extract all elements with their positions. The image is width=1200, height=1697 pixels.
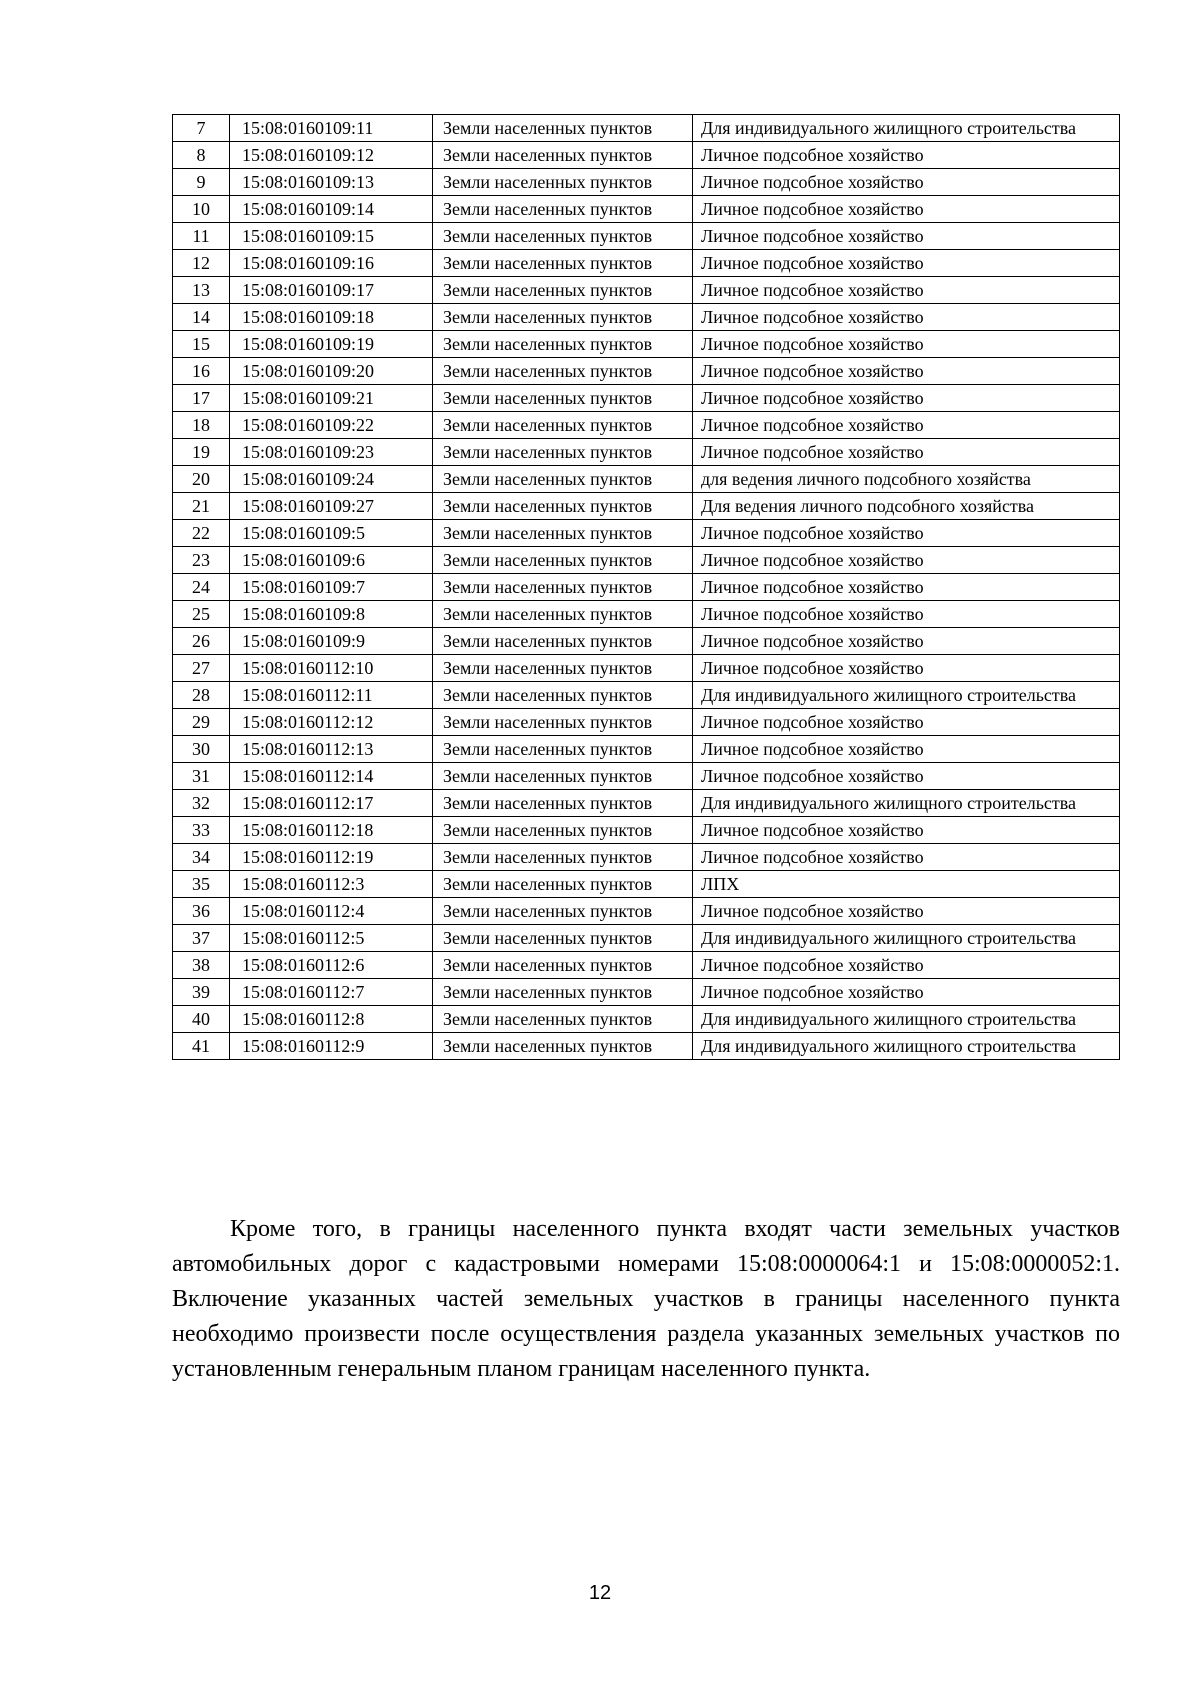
table-row	[173, 520, 1120, 547]
permitted-use-cell: Личное подсобное хозяйство	[693, 736, 1120, 763]
cadastral-number-cell: 15:08:0160112:18	[230, 817, 433, 844]
cadastral-number-cell: 15:08:0160112:13	[230, 736, 433, 763]
row-number-cell: 19	[173, 439, 230, 466]
table-row	[173, 574, 1120, 601]
land-category-cell: Земли населенных пунктов	[433, 844, 693, 871]
row-number-cell: 21	[173, 493, 230, 520]
cadastral-number-cell: 15:08:0160109:19	[230, 331, 433, 358]
table-row	[173, 628, 1120, 655]
row-number-cell: 30	[173, 736, 230, 763]
cadastral-number-cell: 15:08:0160109:20	[230, 358, 433, 385]
row-number-cell: 29	[173, 709, 230, 736]
row-number-cell: 39	[173, 979, 230, 1006]
permitted-use-cell: Личное подсобное хозяйство	[693, 331, 1120, 358]
land-category-cell: Земли населенных пунктов	[433, 898, 693, 925]
land-category-cell: Земли населенных пунктов	[433, 574, 693, 601]
cadastral-number-cell: 15:08:0160109:13	[230, 169, 433, 196]
land-category-cell: Земли населенных пунктов	[433, 277, 693, 304]
land-category-cell: Земли населенных пунктов	[433, 952, 693, 979]
table-row	[173, 142, 1120, 169]
cadastral-number-cell: 15:08:0160109:23	[230, 439, 433, 466]
cadastral-number-cell: 15:08:0160109:22	[230, 412, 433, 439]
permitted-use-cell: Личное подсобное хозяйство	[693, 439, 1120, 466]
row-number-cell: 7	[173, 115, 230, 142]
permitted-use-cell: Для индивидуального жилищного строительства	[693, 682, 1120, 709]
permitted-use-cell: Личное подсобное хозяйство	[693, 763, 1120, 790]
row-number-cell: 11	[173, 223, 230, 250]
table-row	[173, 385, 1120, 412]
land-category-cell: Земли населенных пунктов	[433, 979, 693, 1006]
permitted-use-cell: Личное подсобное хозяйство	[693, 655, 1120, 682]
row-number-cell: 28	[173, 682, 230, 709]
cadastral-number-cell: 15:08:0160109:7	[230, 574, 433, 601]
table-row	[173, 331, 1120, 358]
land-category-cell: Земли населенных пунктов	[433, 493, 693, 520]
row-number-cell: 35	[173, 871, 230, 898]
land-category-cell: Земли населенных пунктов	[433, 817, 693, 844]
table-row	[173, 412, 1120, 439]
table-row	[173, 601, 1120, 628]
permitted-use-cell: для ведения личного подсобного хозяйства	[693, 466, 1120, 493]
permitted-use-cell: Личное подсобное хозяйство	[693, 628, 1120, 655]
page-number: 12	[588, 1582, 612, 1604]
permitted-use-cell: Для ведения личного подсобного хозяйства	[693, 493, 1120, 520]
table-row	[173, 547, 1120, 574]
permitted-use-cell: Личное подсобное хозяйство	[693, 412, 1120, 439]
table-row	[173, 682, 1120, 709]
land-category-cell: Земли населенных пунктов	[433, 142, 693, 169]
permitted-use-cell: Личное подсобное хозяйство	[693, 952, 1120, 979]
cadastral-number-cell: 15:08:0160109:9	[230, 628, 433, 655]
cadastral-number-cell: 15:08:0160109:15	[230, 223, 433, 250]
table-row	[173, 1033, 1120, 1060]
table-row	[173, 952, 1120, 979]
row-number-cell: 20	[173, 466, 230, 493]
cadastral-number-cell: 15:08:0160112:3	[230, 871, 433, 898]
permitted-use-cell: Личное подсобное хозяйство	[693, 250, 1120, 277]
table-row	[173, 250, 1120, 277]
row-number-cell: 37	[173, 925, 230, 952]
land-category-cell: Земли населенных пунктов	[433, 520, 693, 547]
table-row	[173, 169, 1120, 196]
land-category-cell: Земли населенных пунктов	[433, 790, 693, 817]
cadastral-number-cell: 15:08:0160109:16	[230, 250, 433, 277]
permitted-use-cell: Для индивидуального жилищного строительства	[693, 925, 1120, 952]
permitted-use-cell: Личное подсобное хозяйство	[693, 142, 1120, 169]
land-category-cell: Земли населенных пунктов	[433, 628, 693, 655]
row-number-cell: 12	[173, 250, 230, 277]
land-category-cell: Земли населенных пунктов	[433, 466, 693, 493]
cadastral-number-cell: 15:08:0160109:11	[230, 115, 433, 142]
table-row	[173, 763, 1120, 790]
land-category-cell: Земли населенных пунктов	[433, 196, 693, 223]
row-number-cell: 16	[173, 358, 230, 385]
land-category-cell: Земли населенных пунктов	[433, 871, 693, 898]
permitted-use-cell: Личное подсобное хозяйство	[693, 196, 1120, 223]
row-number-cell: 25	[173, 601, 230, 628]
row-number-cell: 40	[173, 1006, 230, 1033]
cadastral-number-cell: 15:08:0160109:6	[230, 547, 433, 574]
land-category-cell: Земли населенных пунктов	[433, 169, 693, 196]
table-row	[173, 439, 1120, 466]
row-number-cell: 38	[173, 952, 230, 979]
permitted-use-cell: Личное подсобное хозяйство	[693, 979, 1120, 1006]
row-number-cell: 41	[173, 1033, 230, 1060]
land-category-cell: Земли населенных пунктов	[433, 331, 693, 358]
cadastral-number-cell: 15:08:0160112:19	[230, 844, 433, 871]
permitted-use-cell: Личное подсобное хозяйство	[693, 817, 1120, 844]
cadastral-number-cell: 15:08:0160109:17	[230, 277, 433, 304]
land-plots-table	[172, 114, 1120, 1060]
table-row	[173, 223, 1120, 250]
row-number-cell: 34	[173, 844, 230, 871]
permitted-use-cell: Личное подсобное хозяйство	[693, 844, 1120, 871]
land-category-cell: Земли населенных пунктов	[433, 250, 693, 277]
permitted-use-cell: Личное подсобное хозяйство	[693, 169, 1120, 196]
row-number-cell: 24	[173, 574, 230, 601]
land-category-cell: Земли населенных пунктов	[433, 709, 693, 736]
permitted-use-cell: Личное подсобное хозяйство	[693, 385, 1120, 412]
row-number-cell: 33	[173, 817, 230, 844]
cadastral-number-cell: 15:08:0160109:12	[230, 142, 433, 169]
permitted-use-cell: Для индивидуального жилищного строительства	[693, 115, 1120, 142]
table-row	[173, 790, 1120, 817]
permitted-use-cell: Личное подсобное хозяйство	[693, 358, 1120, 385]
land-category-cell: Земли населенных пунктов	[433, 547, 693, 574]
table-row	[173, 655, 1120, 682]
permitted-use-cell: ЛПХ	[693, 871, 1120, 898]
table-row	[173, 115, 1120, 142]
cadastral-number-cell: 15:08:0160112:11	[230, 682, 433, 709]
land-category-cell: Земли населенных пунктов	[433, 655, 693, 682]
permitted-use-cell: Личное подсобное хозяйство	[693, 304, 1120, 331]
cadastral-number-cell: 15:08:0160112:9	[230, 1033, 433, 1060]
land-category-cell: Земли населенных пунктов	[433, 115, 693, 142]
permitted-use-cell: Личное подсобное хозяйство	[693, 223, 1120, 250]
row-number-cell: 22	[173, 520, 230, 547]
table-row	[173, 466, 1120, 493]
table-row	[173, 925, 1120, 952]
permitted-use-cell: Личное подсобное хозяйство	[693, 277, 1120, 304]
cadastral-number-cell: 15:08:0160109:8	[230, 601, 433, 628]
cadastral-number-cell: 15:08:0160109:21	[230, 385, 433, 412]
land-category-cell: Земли населенных пунктов	[433, 304, 693, 331]
permitted-use-cell: Личное подсобное хозяйство	[693, 574, 1120, 601]
table-row	[173, 871, 1120, 898]
land-plots-table-body	[173, 115, 1120, 1060]
land-category-cell: Земли населенных пунктов	[433, 1006, 693, 1033]
row-number-cell: 18	[173, 412, 230, 439]
row-number-cell: 32	[173, 790, 230, 817]
cadastral-number-cell: 15:08:0160112:17	[230, 790, 433, 817]
table-row	[173, 493, 1120, 520]
cadastral-number-cell: 15:08:0160112:4	[230, 898, 433, 925]
permitted-use-cell: Личное подсобное хозяйство	[693, 547, 1120, 574]
cadastral-number-cell: 15:08:0160109:5	[230, 520, 433, 547]
table-row	[173, 196, 1120, 223]
permitted-use-cell: Личное подсобное хозяйство	[693, 601, 1120, 628]
land-category-cell: Земли населенных пунктов	[433, 682, 693, 709]
table-row	[173, 1006, 1120, 1033]
table-row	[173, 979, 1120, 1006]
table-row	[173, 277, 1120, 304]
table-row	[173, 358, 1120, 385]
permitted-use-cell: Для индивидуального жилищного строительства	[693, 1006, 1120, 1033]
permitted-use-cell: Для индивидуального жилищного строительства	[693, 790, 1120, 817]
cadastral-number-cell: 15:08:0160112:6	[230, 952, 433, 979]
land-category-cell: Земли населенных пунктов	[433, 439, 693, 466]
land-category-cell: Земли населенных пунктов	[433, 925, 693, 952]
permitted-use-cell: Личное подсобное хозяйство	[693, 898, 1120, 925]
cadastral-number-cell: 15:08:0160112:8	[230, 1006, 433, 1033]
row-number-cell: 31	[173, 763, 230, 790]
table-row	[173, 898, 1120, 925]
cadastral-number-cell: 15:08:0160112:5	[230, 925, 433, 952]
cadastral-number-cell: 15:08:0160109:27	[230, 493, 433, 520]
cadastral-number-cell: 15:08:0160112:14	[230, 763, 433, 790]
cadastral-number-cell: 15:08:0160112:12	[230, 709, 433, 736]
cadastral-number-cell: 15:08:0160112:10	[230, 655, 433, 682]
land-category-cell: Земли населенных пунктов	[433, 1033, 693, 1060]
row-number-cell: 26	[173, 628, 230, 655]
row-number-cell: 9	[173, 169, 230, 196]
land-category-cell: Земли населенных пунктов	[433, 358, 693, 385]
row-number-cell: 17	[173, 385, 230, 412]
land-category-cell: Земли населенных пунктов	[433, 763, 693, 790]
row-number-cell: 8	[173, 142, 230, 169]
body-paragraph: Кроме того, в границы населенного пункта входят части земельных участков автомобильных дорог с кадастровыми номерами 15:08:0000064:1 и 15:08:0000052:1. Включение указанных частей земельных участков в границы населенного пункта необходимо произвести после осуществления раздела указанных земельных участков по установленным генеральным планом границам населенного пункта.	[172, 1216, 1120, 1382]
row-number-cell: 14	[173, 304, 230, 331]
land-category-cell: Земли населенных пунктов	[433, 412, 693, 439]
table-row	[173, 304, 1120, 331]
row-number-cell: 10	[173, 196, 230, 223]
table-row	[173, 817, 1120, 844]
table-row	[173, 736, 1120, 763]
row-number-cell: 23	[173, 547, 230, 574]
permitted-use-cell: Личное подсобное хозяйство	[693, 520, 1120, 547]
cadastral-number-cell: 15:08:0160109:24	[230, 466, 433, 493]
row-number-cell: 27	[173, 655, 230, 682]
land-category-cell: Земли населенных пунктов	[433, 736, 693, 763]
cadastral-number-cell: 15:08:0160109:14	[230, 196, 433, 223]
land-category-cell: Земли населенных пунктов	[433, 223, 693, 250]
row-number-cell: 13	[173, 277, 230, 304]
table-row	[173, 709, 1120, 736]
cadastral-number-cell: 15:08:0160112:7	[230, 979, 433, 1006]
permitted-use-cell: Личное подсобное хозяйство	[693, 709, 1120, 736]
row-number-cell: 15	[173, 331, 230, 358]
cadastral-number-cell: 15:08:0160109:18	[230, 304, 433, 331]
permitted-use-cell: Для индивидуального жилищного строительства	[693, 1033, 1120, 1060]
land-category-cell: Земли населенных пунктов	[433, 601, 693, 628]
land-category-cell: Земли населенных пунктов	[433, 385, 693, 412]
table-row	[173, 844, 1120, 871]
row-number-cell: 36	[173, 898, 230, 925]
